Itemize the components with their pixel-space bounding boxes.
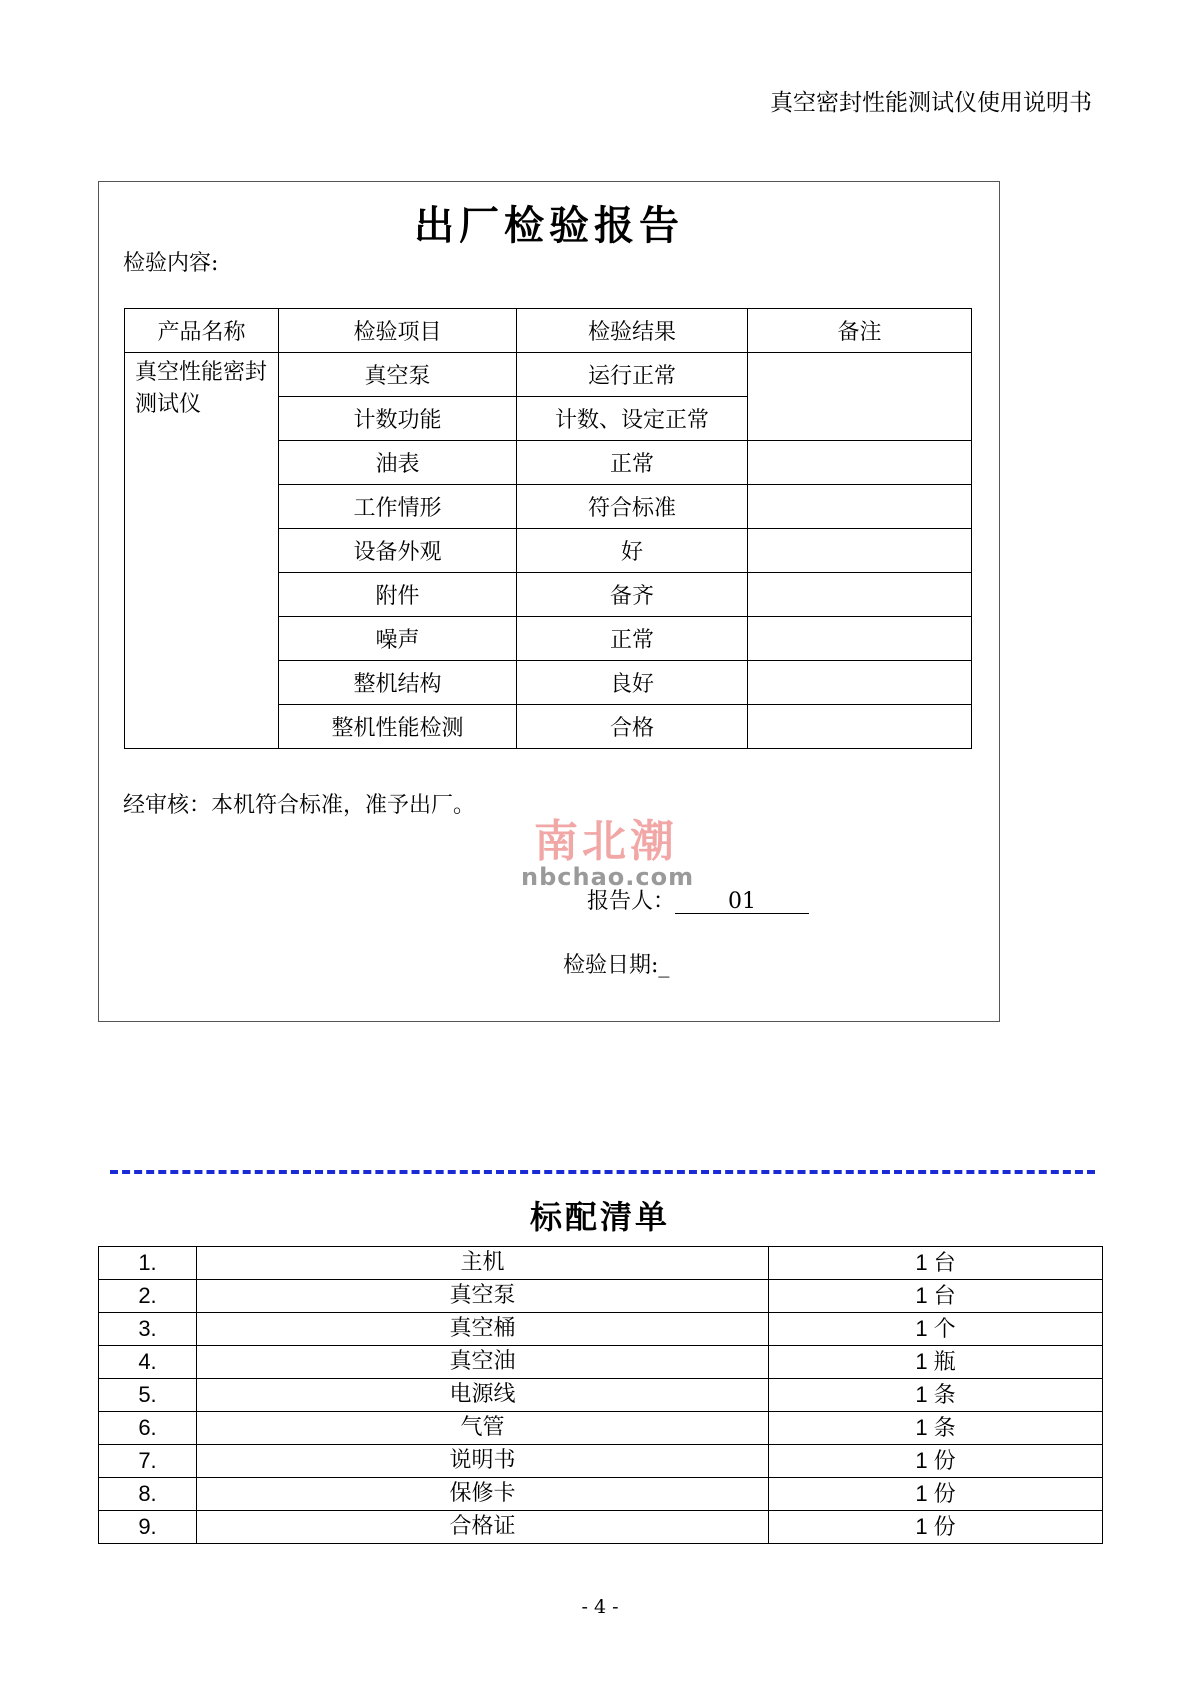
result-cell: 符合标准 <box>517 485 748 529</box>
list-item <box>99 1247 1103 1280</box>
item-name: 电源线 <box>197 1379 769 1412</box>
result-cell: 合格 <box>517 705 748 749</box>
list-item <box>99 1478 1103 1511</box>
result-cell: 运行正常 <box>517 353 748 397</box>
item-quantity: 1 个 <box>769 1313 1103 1346</box>
watermark-logo <box>521 816 695 891</box>
column-header-result: 检验结果 <box>517 309 748 353</box>
item-number: 2. <box>99 1280 197 1313</box>
report-title: 出厂检验报告 <box>414 203 684 249</box>
reporter-value: 01 <box>675 891 809 914</box>
item-quantity: 1 台 <box>769 1280 1103 1313</box>
remark-cell <box>748 617 972 661</box>
remark-cell <box>748 661 972 705</box>
item-quantity: 1 台 <box>769 1247 1103 1280</box>
item-cell: 真空泵 <box>279 353 517 397</box>
item-cell: 计数功能 <box>279 397 517 441</box>
item-number: 9. <box>99 1511 197 1544</box>
item-quantity: 1 条 <box>769 1412 1103 1445</box>
list-item <box>99 1346 1103 1379</box>
result-cell: 备齐 <box>517 573 748 617</box>
remark-cell <box>748 529 972 573</box>
result-cell: 好 <box>517 529 748 573</box>
list-item <box>99 1511 1103 1544</box>
result-cell: 良好 <box>517 661 748 705</box>
result-cell: 正常 <box>517 617 748 661</box>
remark-cell <box>748 353 972 441</box>
reporter-label: 报告人： <box>587 889 676 914</box>
item-quantity: 1 条 <box>769 1379 1103 1412</box>
item-cell: 设备外观 <box>279 529 517 573</box>
item-quantity: 1 份 <box>769 1445 1103 1478</box>
item-cell: 噪声 <box>279 617 517 661</box>
item-number: 6. <box>99 1412 197 1445</box>
column-header-product: 产品名称 <box>125 309 279 353</box>
item-name: 真空桶 <box>197 1313 769 1346</box>
remark-cell <box>748 705 972 749</box>
list-item <box>99 1379 1103 1412</box>
page-number: - 4 - <box>581 1596 619 1618</box>
item-name: 合格证 <box>197 1511 769 1544</box>
item-name: 保修卡 <box>197 1478 769 1511</box>
item-number: 7. <box>99 1445 197 1478</box>
inspection-content-label: 检验内容: <box>123 251 219 276</box>
watermark-en: nbchao.com <box>521 863 695 891</box>
item-number: 1. <box>99 1247 197 1280</box>
column-header-item: 检验项目 <box>279 309 517 353</box>
column-header-remark: 备注 <box>748 309 972 353</box>
item-quantity: 1 份 <box>769 1478 1103 1511</box>
item-quantity: 1 份 <box>769 1511 1103 1544</box>
list-item <box>99 1412 1103 1445</box>
item-name: 真空油 <box>197 1346 769 1379</box>
item-name: 说明书 <box>197 1445 769 1478</box>
item-name: 气管 <box>197 1412 769 1445</box>
remark-cell <box>748 441 972 485</box>
reporter-line <box>587 884 809 915</box>
list-item <box>99 1313 1103 1346</box>
inspection-table <box>124 308 972 749</box>
item-cell: 油表 <box>279 441 517 485</box>
result-cell: 计数、设定正常 <box>517 397 748 441</box>
packing-list-title: 标配清单 <box>529 1198 670 1236</box>
item-number: 5. <box>99 1379 197 1412</box>
table-row <box>125 353 972 397</box>
item-cell: 整机性能检测 <box>279 705 517 749</box>
document-header-title: 真空密封性能测试仪使用说明书 <box>770 90 1092 116</box>
item-name: 主机 <box>197 1247 769 1280</box>
item-number: 8. <box>99 1478 197 1511</box>
inspection-date: 检验日期:_ <box>563 953 670 978</box>
remark-cell <box>748 573 972 617</box>
item-quantity: 1 瓶 <box>769 1346 1103 1379</box>
item-cell: 工作情形 <box>279 485 517 529</box>
watermark-cn: 南北潮 <box>534 816 678 867</box>
list-item <box>99 1445 1103 1478</box>
item-cell: 附件 <box>279 573 517 617</box>
inspection-header-row <box>125 309 972 353</box>
item-number: 3. <box>99 1313 197 1346</box>
remark-cell <box>748 485 972 529</box>
inspection-report-box <box>98 181 1000 1022</box>
item-cell: 整机结构 <box>279 661 517 705</box>
product-name-cell: 真空性能密封测试仪 <box>125 353 279 749</box>
packing-list-table <box>98 1246 1103 1544</box>
item-number: 4. <box>99 1346 197 1379</box>
list-item <box>99 1280 1103 1313</box>
item-name: 真空泵 <box>197 1280 769 1313</box>
section-divider <box>110 1170 1095 1174</box>
result-cell: 正常 <box>517 441 748 485</box>
audit-statement: 经审核：本机符合标准，准予出厂。 <box>123 793 476 818</box>
